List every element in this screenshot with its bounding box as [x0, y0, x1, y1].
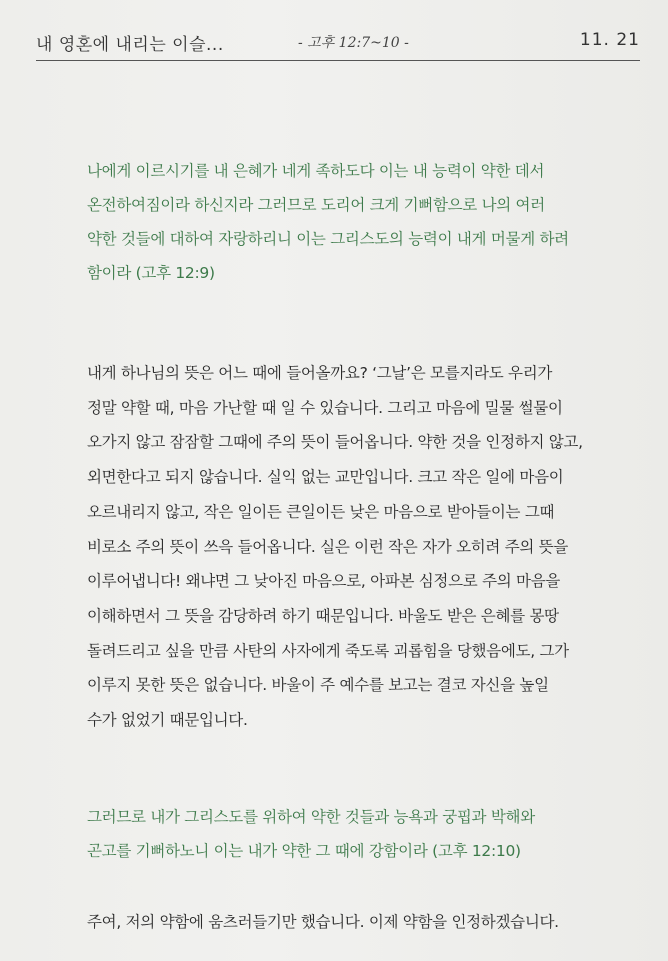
paragraph-line: 오르내리지 않고, 작은 일이든 큰일이든 낮은 마음으로 받아들이는 그때	[87, 502, 555, 521]
paragraph-line: 이해하면서 그 뜻을 감당하려 하기 때문입니다. 바울도 받은 은혜를 몽땅	[87, 606, 559, 625]
main-paragraph	[87, 356, 627, 738]
paragraph-line: 이루지 못한 뜻은 없습니다. 바울이 주 예수를 보고는 결코 자신을 높일	[87, 676, 549, 695]
paragraph-line: 외면한다고 되지 않습니다. 실익 없는 교만입니다. 크고 작은 일에 마음이	[87, 468, 564, 487]
verse-2-line: 곤고를 기뻐하노니 이는 내가 약한 그 때에 강함이라 (고후 12:10)	[87, 842, 521, 860]
verse-1-line: 나에게 이르시기를 내 은혜가 네게 족하도다 이는 내 능력이 약한 데서	[87, 162, 545, 180]
paragraph-line: 오가지 않고 잠잠할 그때에 주의 뜻이 들어옵니다. 약한 것을 인정하지 않고,	[87, 433, 583, 452]
page-header	[36, 28, 640, 61]
verse-1-line: 약한 것들에 대하여 자랑하리니 이는 그리스도의 능력이 내게 머물게 하려	[87, 230, 569, 248]
closing-prayer	[87, 905, 627, 940]
paragraph-line: 내게 하나님의 뜻은 어느 때에 들어올까요? ‘그날’은 모를지라도 우리가	[87, 364, 553, 382]
prayer-line: 주여, 저의 약함에 움츠러들기만 했습니다. 이제 약함을 인정하겠습니다.	[87, 913, 559, 931]
paragraph-line: 수가 없었기 때문입니다.	[87, 711, 248, 730]
paragraph-line: 비로소 주의 뜻이 쓰윽 들어옵니다. 실은 이런 작은 자가 오히려 주의 뜻을	[87, 537, 569, 556]
header-reference: - 고후 12:7~10 -	[298, 35, 409, 51]
verse-1-line: 온전하여짐이라 하신지라 그러므로 도리어 크게 기뻐함으로 나의 여러	[87, 196, 545, 214]
scripture-verse-2	[87, 800, 627, 868]
paragraph-line: 돌려드리고 싶을 만큼 사탄의 사자에게 죽도록 괴롭힘을 당했음에도, 그가	[87, 641, 569, 660]
header-date: 11. 21	[579, 30, 640, 50]
paragraph-line: 정말 약할 때, 마음 가난할 때 일 수 있습니다. 그리고 마음에 밀물 썰물이	[87, 398, 563, 417]
running-title: 내 영혼에 내리는 이슬...	[36, 35, 224, 55]
verse-1-line: 함이라 (고후 12:9)	[87, 264, 215, 282]
verse-2-line: 그러므로 내가 그리스도를 위하여 약한 것들과 능욕과 궁핍과 박해와	[87, 808, 535, 826]
scripture-verse-1	[87, 154, 627, 290]
paragraph-line: 이루어냅니다! 왜냐면 그 낮아진 마음으로, 아파본 심정으로 주의 마음을	[87, 572, 561, 591]
